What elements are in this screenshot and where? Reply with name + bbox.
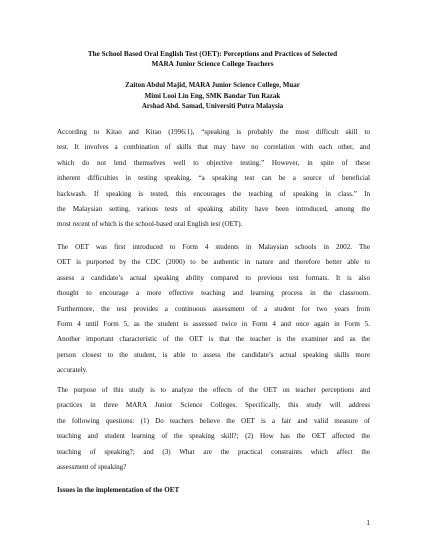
text-line: assess a candidate’s actual speaking ability compared to previous test formats. It is also [57, 273, 370, 282]
text-line: backwash. If speaking is tested, this encourages the teaching of speaking in class.” In [57, 189, 370, 198]
title-line: The School Based Oral English Test (OET): Perceptions and Practices of Selected [87, 50, 338, 58]
text-line: The purpose of this study is to analyze the effects of the OET on teacher perceptions and [57, 386, 370, 394]
text-line: Form 4 until Form 5, as the student is assessed twice in Form 4 and once again in Form 5. [57, 320, 370, 329]
paper-title [40, 49, 385, 69]
paragraph-intro [57, 125, 370, 233]
text-line: thought to encourage a more effective teaching and learning process in the classroom. [57, 289, 370, 298]
text-line: Another important characteristic of the OET is that the teacher is the examiner and as the [57, 335, 370, 344]
text-line: the following questions: (1) Do teachers believe the OET is a fair and valid measure of [57, 416, 370, 425]
text-line: OET is purported by the CDC (2000) to be authentic in nature and therefore better able to [57, 258, 370, 267]
text-line: The OET was first introduced to Form 4 students in Malaysian schools in 2002. The [57, 243, 370, 251]
paragraph-oet-background [57, 240, 370, 379]
text-line: teaching of speaking?; and (3) What are the practical constraints which affect the [57, 447, 370, 456]
text-line: Furthermore, the test provides a continuous assessment of a student for two years from [57, 304, 370, 313]
text-line: the Malaysian setting, various tests of speaking ability have been introduced, among the [57, 205, 370, 214]
text-line: accurately. [57, 366, 88, 375]
section-heading: Issues in the implementation of the OET [57, 486, 180, 494]
text-line: inherent difficulties in testing speaking, “a speaking test can be a source of beneficial [57, 174, 370, 183]
author-line: Zaiton Abdul Majid, MARA Junior Science College, Muar [125, 81, 300, 89]
text-line: test. It involves a combination of skills that may have no correlation with each other, and [57, 143, 370, 152]
text-line: most recent of which is the school-based oral English test (OET). [57, 220, 243, 229]
author-line: Mimi Looi Lin Eng, SMK Bandar Tun Razak [144, 91, 281, 100]
author-list [40, 80, 385, 112]
text-line: practices in three MARA Junior Science Colleges. Specifically, this study will address [57, 401, 370, 410]
title-line: MARA Junior Science College Teachers [151, 60, 274, 68]
text-line: person closest to the student, is able to assess the candidate’s actual speaking skills more [57, 350, 370, 359]
text-line: assessment of speaking? [57, 463, 127, 472]
text-line: According to Kitao and Kitao (1996:1), “speaking is probably the most difficult skill to [57, 128, 370, 136]
page-number: 1 [366, 518, 370, 527]
paragraph-purpose [57, 383, 370, 475]
text-line: teaching and student learning of the speaking skill?; (2) How has the OET affected the [57, 432, 370, 441]
text-line: which do not lend themselves well to objective testing.” However, in spite of these [57, 158, 370, 167]
author-line: Arshad Abd. Samad, Universiti Putra Malaysia [141, 102, 284, 110]
